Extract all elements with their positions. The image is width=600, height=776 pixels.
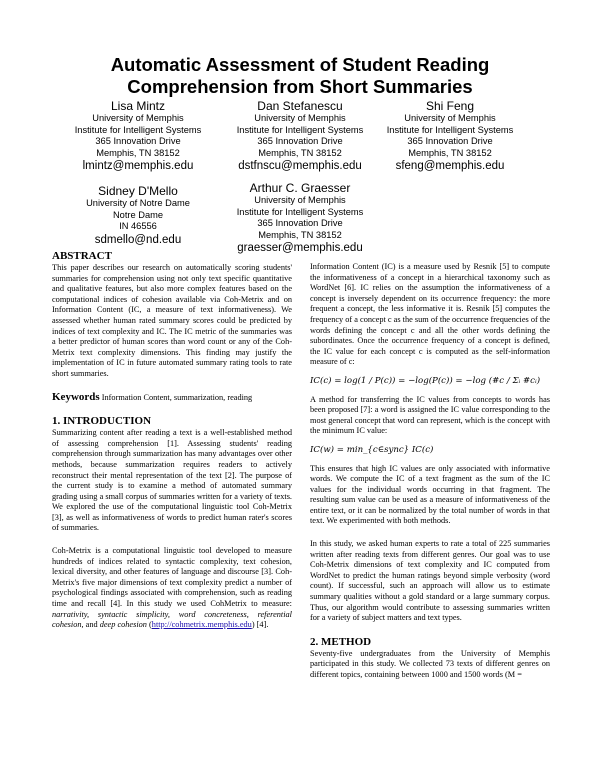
intro-heading: 1. INTRODUCTION xyxy=(52,415,152,428)
author-email[interactable]: sfeng@memphis.edu xyxy=(395,160,505,172)
author-name: Arthur C. Graesser xyxy=(249,181,351,195)
intro-p2-deep: deep cohesion xyxy=(99,620,147,630)
ic-paragraph-4: In this study, we asked human experts to rate a total of 225 summaries written after reading texts from different genres. Our goal was to use Coh-Metrix dimensions of text complexity and IC computed from WordNet to predict the human ratings beyond simple verbosity (word count). If successful, such an approach will allow us to estimate summary qualities without a gold standard or a large summary corpus. Thus, our algorithm would contribute to assessing summaries written for a variety of subject matters and text types. xyxy=(310,539,550,623)
author-address: 365 Innovation Drive xyxy=(407,136,493,146)
right-column xyxy=(310,262,550,681)
title-line-2: Comprehension from Short Summaries xyxy=(127,76,473,97)
author-email[interactable]: lmintz@memphis.edu xyxy=(82,160,194,172)
author-city: Memphis, TN 38152 xyxy=(408,147,492,158)
author-city: Memphis, TN 38152 xyxy=(258,229,342,240)
author-name: Shi Feng xyxy=(425,99,475,113)
title-line-1: Automatic Assessment of Student Reading xyxy=(110,54,490,75)
ic-paragraph-1: Information Content (IC) is a measure used by Resnik [5] to compute the informativeness of a concept in a hierarchical taxonomy such as WordNet [6]. IC relies on the assumption the informativeness of a concept is inversely dependent on its occurrence frequency: the more frequent a concept, the less informative it is. Resnik [5] computes the frequency of a concept c as the sum of the occurrence frequencies of the words defining the concept c and all the other words defining the subordinates. Once the occurrence frequency of a concept is defined, the IC value for each concept c is computed as the self-information measure of c: xyxy=(310,262,550,367)
author-block-dmello xyxy=(68,184,208,247)
author-name: Lisa Mintz xyxy=(110,99,166,113)
author-block-stefanescu xyxy=(230,99,370,173)
ic-formula-1: IC(c) = log(1 / P(c)) = −log(P(c)) = −log (#c / Σᵢ #cᵢ) xyxy=(310,375,541,386)
left-column xyxy=(52,250,292,631)
author-address: 365 Innovation Drive xyxy=(257,136,343,146)
author-address: 365 Innovation Drive xyxy=(95,136,181,146)
method-paragraph-1: Seventy-five undergraduates from the University of Memphis participated in this study. We collected 73 texts of different genres on different topics, containing between 1000 and 1500 words (M = xyxy=(310,648,550,679)
author-address: 365 Innovation Drive xyxy=(257,218,343,228)
keywords-text: Information Content, summarization, reading xyxy=(101,392,253,402)
method-heading: 2. METHOD xyxy=(310,635,372,648)
author-block-mintz xyxy=(68,99,208,173)
intro-p2-main: Coh-Metrix is a computational linguistic tool developed to measure hundreds of indices related to syntactic complexity, text cohesion, lexical diversity, and other features of language and discourse [3]. Coh-Metrix's five major dimensions of text complexity predict a number of psychological findings associated with comprehension, such as reading time and recall [4]. In this study we used CohMetrix to measure: xyxy=(52,546,292,609)
author-name: Dan Stefanescu xyxy=(257,99,343,113)
ic-paragraph-3: This ensures that high IC values are only associated with informative words. We compute the IC of a text fragment as the sum of the IC values for the individual words occurring in that fragment. The resulting sum value can be used as a measure of informativeness of the entire text, or it can be normalized by the total number of words in that text. We experimented with both methods. xyxy=(310,463,550,526)
paper-title xyxy=(60,54,540,98)
author-affiliation: Institute for Intelligent Systems xyxy=(236,206,364,217)
author-email[interactable]: dstfnscu@memphis.edu xyxy=(238,160,362,172)
author-city: Memphis, TN 38152 xyxy=(96,147,180,158)
intro-paragraph-2: Coh-Metrix is a computational linguistic tool developed to measure hundreds of indices related to syntactic complexity, text cohesion, lexical diversity, and other features of language and discourse [3]. Coh-Metrix's five major dimensions of text complexity predict a number of psychological findings associated with comprehension, such as reading time and recall [4]. In this study we used CohMetrix to measure: narrativity, syntactic simplicity, word concreteness, referential cohesion, and deep cohesion (http://cohmetrix.memphis.edu) [4]. xyxy=(52,546,292,630)
author-affiliation: University of Memphis xyxy=(92,113,184,123)
author-affiliation: Institute for Intelligent Systems xyxy=(386,124,514,135)
abstract-heading: ABSTRACT xyxy=(52,250,112,262)
author-affiliation: Institute for Intelligent Systems xyxy=(74,124,202,135)
author-email[interactable]: sdmello@nd.edu xyxy=(94,233,182,246)
keywords-label: Keywords xyxy=(52,390,100,403)
author-affiliation: University of Memphis xyxy=(404,113,496,123)
author-city: Notre Dame xyxy=(112,209,164,220)
intro-p2-ref: [4]. xyxy=(256,620,269,630)
intro-p2-and: and xyxy=(85,620,98,630)
ic-formula-2: IC(w) = min_{c∈sync} IC(c) xyxy=(310,444,434,455)
author-affiliation: University of Notre Dame xyxy=(86,198,190,208)
keywords-line xyxy=(52,392,292,404)
intro-p2-dimensions: narrativity, syntactic simplicity, word concreteness, referential cohesion, xyxy=(52,609,292,630)
author-block-feng xyxy=(380,99,520,173)
author-zip: IN 46556 xyxy=(119,221,157,231)
author-email[interactable]: graesser@memphis.edu xyxy=(237,242,363,254)
author-name: Sidney D'Mello xyxy=(98,184,178,198)
author-affiliation: University of Memphis xyxy=(254,195,346,205)
abstract-text: This paper describes our research on automatically scoring students' summaries for comprehension using not only text specific quantitative and qualitative features, but also more complex features based on the computational indices of cohesion available via Coh-Metrix and on Information Content (IC, a measure of text informativeness). We assessed whether human rated summary scores could be predicted by indices of text complexity and IC. The IC metric of the summaries was a better predictor of human scores than word count or any of the Coh-Metrix text complexity dimensions. This finding may justify the implementation of IC in future automated summary rating tools to rate short summaries. xyxy=(52,263,292,378)
author-city: Memphis, TN 38152 xyxy=(258,147,342,158)
author-affiliation: University of Memphis xyxy=(254,113,346,123)
author-affiliation: Institute for Intelligent Systems xyxy=(236,124,364,135)
cohmetrix-link[interactable]: http://cohmetrix.memphis.edu xyxy=(151,620,252,630)
intro-paragraph-1: Summarizing content after reading a text is a well-established method of assessing comprehension [1]. Assessing students' reading comprehension through summarization has many advantages over other methods, because summarization requires readers to actively reconstruct their mental representation of the text [2]. The purpose of the current study is to examine a method of automated summary grading using a small corpus of summaries written for a variety of texts. We explored the use of the computational linguistic tool Coh-Metrix [3], as well as informativeness of words to predict human rater's scores of summaries. xyxy=(52,428,292,533)
ic-paragraph-2: A method for transferring the IC values from concepts to words has been proposed [7]: a word is assigned the IC value corresponding to the most general concept that word can represent, which is the concept with the minimum IC value: xyxy=(310,394,550,436)
author-block-graesser xyxy=(230,181,370,255)
